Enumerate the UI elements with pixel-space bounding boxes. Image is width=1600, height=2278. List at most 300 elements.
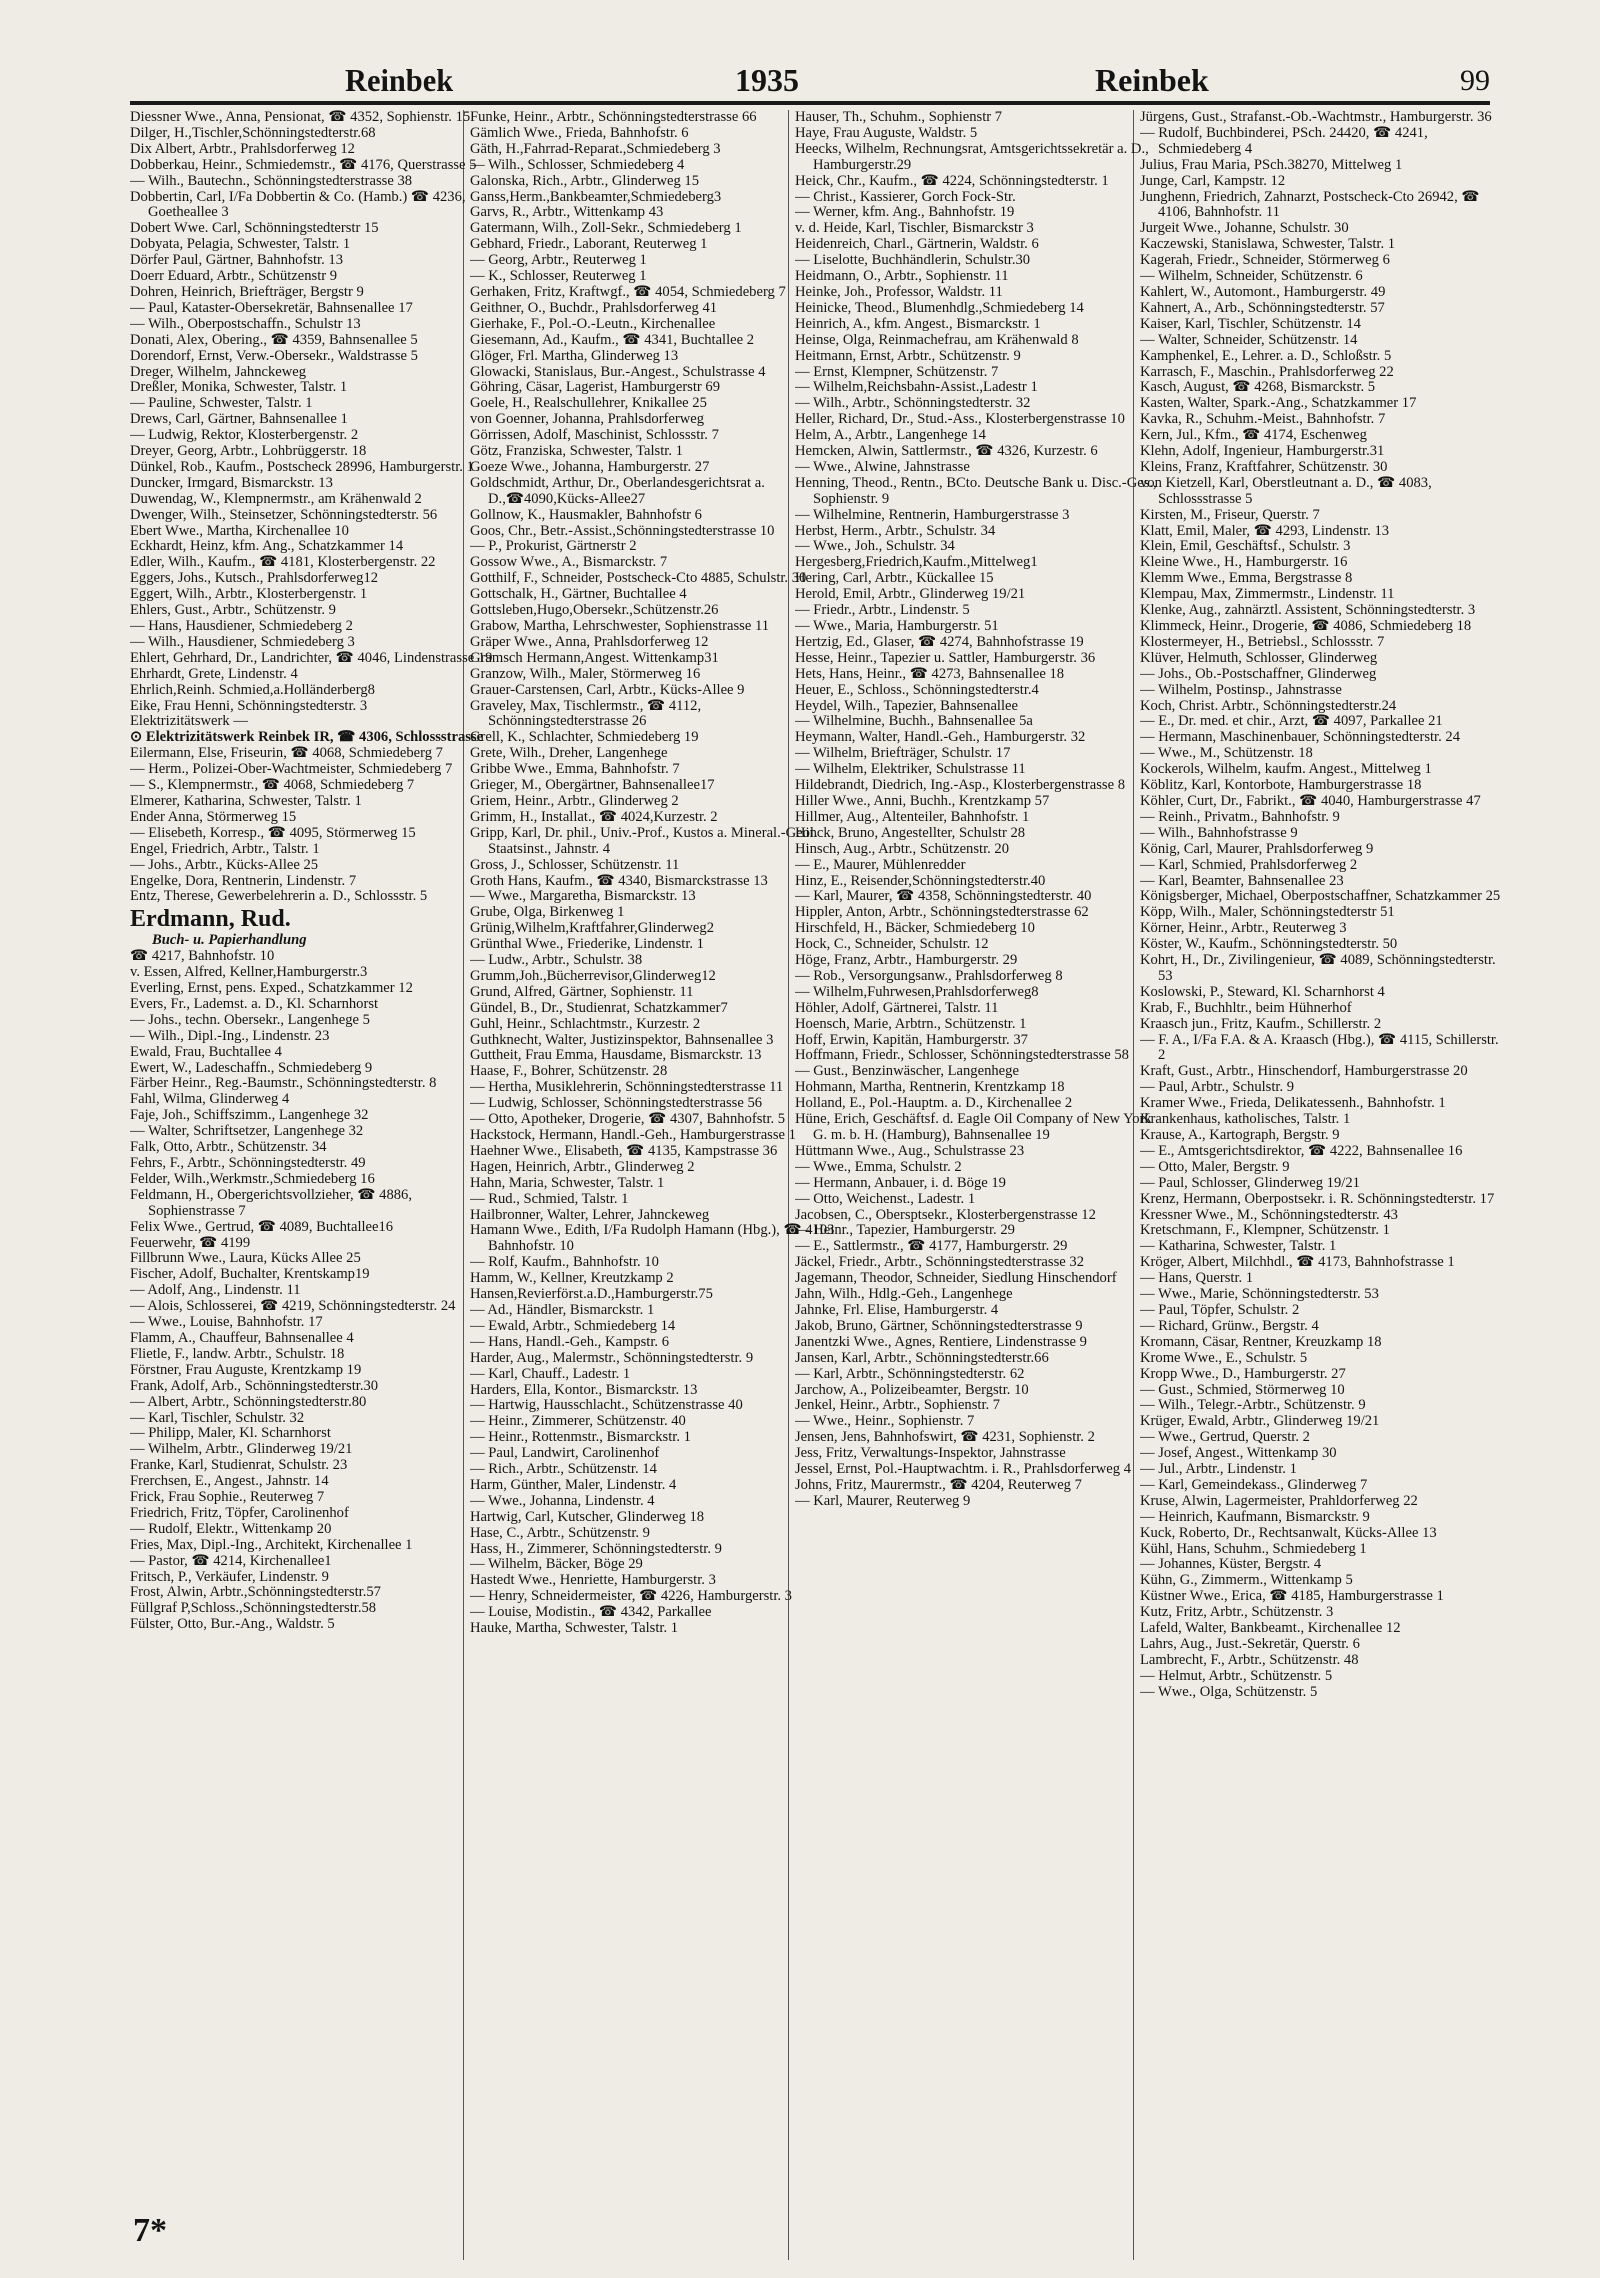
directory-entry: Koslowski, P., Steward, Kl. Scharnhorst 4 bbox=[1140, 983, 1385, 1000]
directory-entry: Dorendorf, Ernst, Verw.-Obersekr., Waldstrasse 5 bbox=[130, 347, 418, 364]
directory-entry: — Wilh., Dipl.-Ing., Lindenstr. 23 bbox=[130, 1027, 330, 1044]
directory-entry: Färber Heinr., Reg.-Baumstr., Schönningstedterstr. 8 bbox=[130, 1075, 437, 1092]
directory-entry: — Gust., Schmied, Störmerweg 10 bbox=[1140, 1381, 1345, 1398]
directory-entry: Johns, Fritz, Maurermstr., ☎ 4204, Reuterweg 7 bbox=[795, 1476, 1082, 1493]
directory-entry: — Wilhelmine, Rentnerin, Hamburgerstrasse 3 bbox=[795, 506, 1070, 523]
directory-entry: Jenkel, Heinr., Arbtr., Sophienstr. 7 bbox=[795, 1397, 1001, 1414]
directory-entry: Heinicke, Theod., Blumenhdlg.,Schmiedeberg 14 bbox=[795, 299, 1084, 316]
directory-entry: — Wilh., Hausdiener, Schmiedeberg 3 bbox=[130, 633, 355, 650]
directory-entry: Guthknecht, Walter, Justizinspektor, Bahnsenallee 3 bbox=[470, 1031, 774, 1048]
directory-entry: — Otto, Weichenst., Ladestr. 1 bbox=[795, 1190, 976, 1207]
directory-entry: Hippler, Anton, Arbtr., Schönningstedterstrasse 62 bbox=[795, 904, 1089, 921]
directory-entry: Hastedt Wwe., Henriette, Hamburgerstr. 3 bbox=[470, 1572, 716, 1589]
directory-entry: Jansen, Karl, Arbtr., Schönningstedterstr.66 bbox=[795, 1349, 1049, 1366]
directory-entry: Hass, H., Zimmerer, Schönningstedterstr. 9 bbox=[470, 1540, 722, 1557]
directory-entry: Fehrs, F., Arbtr., Schönningstedterstr. 49 bbox=[130, 1155, 366, 1171]
directory-entry: — Hans, Hausdiener, Schmiedeberg 2 bbox=[130, 618, 353, 634]
directory-entry: Klemm Wwe., Emma, Bergstrasse 8 bbox=[1140, 570, 1353, 587]
directory-entry: Grünig,Wilhelm,Kraftfahrer,Glinderweg2 bbox=[470, 920, 714, 937]
directory-entry: Flietle, F., landw. Arbtr., Schulstr. 18 bbox=[130, 1345, 345, 1362]
directory-entry: Drews, Carl, Gärtner, Bahnsenallee 1 bbox=[130, 411, 348, 428]
directory-entry: — Ludw., Arbtr., Schulstr. 38 bbox=[470, 952, 643, 969]
directory-entry: Hauke, Martha, Schwester, Talstr. 1 bbox=[470, 1620, 679, 1637]
directory-entry: Kavka, R., Schuhm.-Meist., Bahnhofstr. 7 bbox=[1140, 411, 1386, 428]
directory-entry: Heymann, Walter, Handl.-Geh., Hamburgerstr. 32 bbox=[795, 729, 1086, 746]
directory-entry: Felder, Wilh.,Werkmstr.,Schmiedeberg 16 bbox=[130, 1170, 375, 1187]
directory-entry: Duwendag, W., Klempnermstr., am Krähenwald 2 bbox=[130, 490, 422, 507]
directory-entry: Dobbertin, Carl, I/Fa Dobbertin & Co. (Hamb.) ☎ 4236, Goetheallee 3 bbox=[130, 188, 466, 221]
directory-entry: — K., Schlosser, Reuterweg 1 bbox=[470, 268, 647, 285]
directory-entry: Kagerah, Friedr., Schneider, Störmerweg 6 bbox=[1140, 252, 1390, 269]
directory-entry: Diessner Wwe., Anna, Pensionat, ☎ 4352, Sophienstr. 15 bbox=[130, 110, 471, 125]
directory-entry: Jarchow, A., Polizeibeamter, Bergstr. 10 bbox=[795, 1381, 1029, 1398]
directory-entry: Kraasch jun., Fritz, Kaufm., Schillerstr. 2 bbox=[1140, 1015, 1382, 1032]
directory-entry: Köpp, Wilh., Maler, Schönningstedterstr 51 bbox=[1140, 904, 1395, 921]
directory-entry: Gripp, Karl, Dr. phil., Univ.-Prof., Kustos a. Mineral.-Geol. Staatsinst., Jahnstr. 4 bbox=[470, 824, 818, 857]
directory-entry: Klimmeck, Heinr., Drogerie, ☎ 4086, Schmiedeberg 18 bbox=[1140, 618, 1472, 634]
directory-entry: — Ludwig, Rektor, Klosterbergenstr. 2 bbox=[130, 427, 359, 444]
directory-entry: — Rudolf, Elektr., Wittenkamp 20 bbox=[130, 1520, 332, 1537]
directory-entry: — E., Amtsgerichtsdirektor, ☎ 4222, Bahnsenallee 16 bbox=[1140, 1142, 1463, 1159]
header-town-right: Reinbek bbox=[1095, 62, 1209, 98]
directory-entry: Hertzig, Ed., Glaser, ☎ 4274, Bahnhofstrasse 19 bbox=[795, 633, 1084, 650]
directory-entry: — S., Klempnermstr., ☎ 4068, Schmiedeberg 7 bbox=[130, 777, 415, 794]
directory-entry: Buch- u. Papierhandlung bbox=[152, 932, 307, 949]
directory-entry: Gebhard, Friedr., Laborant, Reuterweg 1 bbox=[470, 236, 708, 253]
directory-entry: — Helmut, Arbtr., Schützenstr. 5 bbox=[1140, 1667, 1333, 1684]
directory-entry: Kröger, Albert, Milchhdl., ☎ 4173, Bahnhofstrasse 1 bbox=[1140, 1254, 1455, 1271]
directory-entry: Hamann Wwe., Edith, I/Fa Rudolph Hamann (Hbg.), ☎ 4103 Bahnhofstr. 10 bbox=[470, 1222, 835, 1255]
directory-entry: Grieger, M., Obergärtner, Bahnsenallee17 bbox=[470, 777, 715, 794]
directory-entry: Hüttmann Wwe., Aug., Schulstrasse 23 bbox=[795, 1142, 1025, 1159]
directory-entry: Jäckel, Friedr., Arbtr., Schönningstedterstrasse 32 bbox=[795, 1254, 1084, 1271]
directory-entry: Hackstock, Hermann, Handl.-Geh., Hamburgerstrasse 1 bbox=[470, 1127, 796, 1143]
directory-entry: Henning, Theod., Rentn., BCto. Deutsche Bank u. Disc.-Ges., Sophienstr. 9 bbox=[795, 474, 1157, 507]
directory-entry: Krab, F., Buchhltr., beim Hühnerhof bbox=[1140, 999, 1352, 1016]
directory-entry: Dörfer Paul, Gärtner, Bahnhofstr. 13 bbox=[130, 252, 343, 269]
directory-entry: Ehrlich,Reinh. Schmied,a.Holländerberg8 bbox=[130, 681, 375, 698]
directory-entry: Hamm, W., Kellner, Kreutzkamp 2 bbox=[470, 1270, 674, 1287]
directory-entry: — Paul, Schlosser, Glinderweg 19/21 bbox=[1140, 1174, 1360, 1191]
directory-entry: — Ludwig, Schlosser, Schönningstedterstrasse 56 bbox=[470, 1095, 763, 1112]
directory-entry: Gramsch Hermann,Angest. Wittenkamp31 bbox=[470, 649, 719, 666]
directory-entry: Haye, Frau Auguste, Waldstr. 5 bbox=[795, 124, 978, 141]
directory-entry: Herold, Emil, Arbtr., Glinderweg 19/21 bbox=[795, 586, 1026, 603]
directory-entry: — Wwe., M., Schützenstr. 18 bbox=[1140, 745, 1313, 762]
directory-entry: — Hartwig, Hausschlacht., Schützenstrasse 40 bbox=[470, 1397, 743, 1414]
directory-entry: Jess, Fritz, Verwaltungs-Inspektor, Jahnstrasse bbox=[795, 1445, 1066, 1462]
directory-entry: Harder, Aug., Malermstr., Schönningstedterstr. 9 bbox=[470, 1349, 754, 1366]
directory-entry: Hiller Wwe., Anni, Buchh., Krentzkamp 57 bbox=[795, 792, 1050, 809]
directory-entry: Goldschmidt, Arthur, Dr., Oberlandesgerichtsrat a. D.,☎4090,Kücks-Allee27 bbox=[470, 474, 765, 507]
directory-entry: Donati, Alex, Obering., ☎ 4359, Bahnsenallee 5 bbox=[130, 331, 418, 348]
directory-entry: Dix Albert, Arbtr., Prahlsdorferweg 12 bbox=[130, 140, 355, 157]
directory-entry: Gierhake, F., Pol.-O.-Leutn., Kirchenallee bbox=[470, 315, 716, 332]
directory-entry: Gatermann, Wilh., Zoll-Sekr., Schmiedeberg 1 bbox=[470, 220, 742, 237]
directory-entry: Heinrich, A., kfm. Angest., Bismarckstr. 1 bbox=[795, 315, 1041, 332]
directory-entry: — Paul, Töpfer, Schulstr. 2 bbox=[1140, 1301, 1300, 1318]
directory-entry: Klenke, Aug., zahnärztl. Assistent, Schönningstedterstr. 3 bbox=[1140, 602, 1476, 619]
directory-entry: — Walter, Schneider, Schützenstr. 14 bbox=[1140, 331, 1358, 348]
directory-entry: — E., Maurer, Mühlenredder bbox=[795, 856, 966, 873]
directory-entry: Füllgraf P,Schloss.,Schönningstedterstr.58 bbox=[130, 1600, 377, 1617]
directory-entry: — Friedr., Arbtr., Lindenstr. 5 bbox=[795, 602, 970, 619]
directory-entry: — Wilhelm, Postinsp., Jahnstrasse bbox=[1140, 681, 1342, 698]
directory-entry: Hinz, E., Reisender,Schönningstedterstr.40 bbox=[795, 872, 1046, 889]
directory-entry: — Liselotte, Buchhändlerin, Schulstr.30 bbox=[795, 252, 1031, 269]
directory-entry: — Albert, Arbtr., Schönningstedterstr.80 bbox=[130, 1393, 367, 1410]
directory-entry: Feldmann, H., Obergerichtsvollzieher, ☎ 4886, Sophienstrasse 7 bbox=[130, 1186, 412, 1219]
directory-entry: Harders, Ella, Kontor., Bismarckstr. 13 bbox=[470, 1381, 698, 1398]
directory-entry: Gäth, H.,Fahrrad-Reparat.,Schmiedeberg 3 bbox=[470, 140, 721, 157]
directory-entry: Harm, Günther, Maler, Lindenstr. 4 bbox=[470, 1476, 677, 1493]
header-rule bbox=[130, 101, 1490, 105]
directory-entry: Koch, Christ. Arbtr., Schönningstedterstr.24 bbox=[1140, 697, 1397, 714]
directory-column-2 bbox=[470, 110, 835, 2260]
directory-entry: Krome Wwe., E., Schulstr. 5 bbox=[1140, 1349, 1308, 1366]
directory-entry: Elektrizitätswerk — bbox=[130, 713, 248, 730]
directory-entry: Kaczewski, Stanislawa, Schwester, Talstr. 1 bbox=[1140, 236, 1396, 253]
directory-entry: Königsberger, Michael, Oberpostschaffner, Schatzkammer 25 bbox=[1140, 888, 1501, 905]
directory-entry: — Karl, Schmied, Prahlsdorferweg 2 bbox=[1140, 856, 1358, 873]
directory-entry: Feuerwehr, ☎ 4199 bbox=[130, 1234, 251, 1251]
directory-entry: Kahlert, W., Automont., Hamburgerstr. 49 bbox=[1140, 283, 1386, 300]
directory-entry: Hartwig, Carl, Kutscher, Glinderweg 18 bbox=[470, 1508, 705, 1525]
directory-entry: Jürgens, Gust., Strafanst.-Ob.-Wachtmstr., Hamburgerstr. 36 bbox=[1140, 110, 1492, 125]
directory-entry: — Wilhelm,Fuhrwesen,Prahlsdorferweg8 bbox=[795, 983, 1039, 1000]
directory-entry: — Pauline, Schwester, Talstr. 1 bbox=[130, 395, 313, 412]
directory-entry: Fischer, Adolf, Buchalter, Krentskamp19 bbox=[130, 1266, 370, 1283]
directory-entry: Gräper Wwe., Anna, Prahlsdorferweg 12 bbox=[470, 633, 709, 650]
directory-entry: — Elisebeth, Korresp., ☎ 4095, Störmerweg 15 bbox=[130, 824, 416, 841]
directory-entry: Görrissen, Adolf, Maschinist, Schlossstr. 7 bbox=[470, 427, 719, 444]
directory-entry: Ehlers, Gust., Arbtr., Schützenstr. 9 bbox=[130, 602, 336, 619]
directory-entry: Kraft, Gust., Arbtr., Hinschendorf, Hamburgerstrasse 20 bbox=[1140, 1063, 1468, 1080]
directory-entry: — Karl, Maurer, Reuterweg 9 bbox=[795, 1492, 971, 1509]
directory-entry: — Rolf, Kaufm., Bahnhofstr. 10 bbox=[470, 1254, 659, 1271]
directory-entry: Jahnke, Frl. Elise, Hamburgerstr. 4 bbox=[795, 1301, 999, 1318]
directory-entry: Haehner Wwe., Elisabeth, ☎ 4135, Kampstrasse 36 bbox=[470, 1142, 778, 1159]
directory-entry: Dohren, Heinrich, Briefträger, Bergstr 9 bbox=[130, 283, 364, 300]
directory-entry: v. d. Heide, Karl, Tischler, Bismarckstr 3 bbox=[795, 220, 1034, 237]
directory-entry: Glöger, Frl. Martha, Glinderweg 13 bbox=[470, 347, 679, 364]
directory-entry: Eckhardt, Heinz, kfm. Ang., Schatzkammer 14 bbox=[130, 538, 404, 555]
directory-entry: — Wilhelm, Bäcker, Böge 29 bbox=[470, 1556, 643, 1573]
directory-column-1 bbox=[130, 110, 495, 2260]
directory-entry: Höhler, Adolf, Gärtnerei, Talstr. 11 bbox=[795, 999, 999, 1016]
directory-entry: von Kietzell, Karl, Oberstleutnant a. D., ☎ 4083, Schlossstrasse 5 bbox=[1140, 474, 1432, 507]
directory-entry: Kropp Wwe., D., Hamburgerstr. 27 bbox=[1140, 1365, 1346, 1382]
directory-entry: Dobert Wwe. Carl, Schönningstedterstr 15 bbox=[130, 220, 379, 237]
directory-entry: Fries, Max, Dipl.-Ing., Architekt, Kirchenallee 1 bbox=[130, 1536, 413, 1553]
directory-entry: Dreßler, Monika, Schwester, Talstr. 1 bbox=[130, 379, 348, 396]
directory-entry: — Wwe., Maria, Hamburgerstr. 51 bbox=[795, 618, 999, 634]
directory-entry: Hock, C., Schneider, Schulstr. 12 bbox=[795, 936, 989, 953]
directory-entry: Klatt, Emil, Maler, ☎ 4293, Lindenstr. 13 bbox=[1140, 522, 1390, 539]
directory-entry: — Wilh., Telegr.-Arbtr., Schützenstr. 9 bbox=[1140, 1397, 1366, 1414]
directory-entry: Gottsleben,Hugo,Obersekr.,Schützenstr.26 bbox=[470, 602, 719, 619]
directory-entry: — Wwe., Gertrud, Querstr. 2 bbox=[1140, 1429, 1310, 1446]
directory-entry: Karrasch, F., Maschin., Prahlsdorferweg 22 bbox=[1140, 363, 1394, 380]
directory-entry: Kressner Wwe., M., Schönningstedterstr. 43 bbox=[1140, 1206, 1398, 1223]
directory-entry: — Hans, Querstr. 1 bbox=[1140, 1270, 1254, 1287]
directory-entry: — Wilh., Bahnhofstrasse 9 bbox=[1140, 824, 1298, 841]
directory-entry: Grimm, H., Installat., ☎ 4024,Kurzestr. 2 bbox=[470, 808, 718, 825]
directory-entry: Heuer, E., Schloss., Schönningstedterstr.4 bbox=[795, 681, 1039, 698]
directory-entry: Kasten, Walter, Spark.-Ang., Schatzkammer 17 bbox=[1140, 395, 1417, 412]
directory-entry: Heydel, Wilh., Tapezier, Bahnsenallee bbox=[795, 697, 1018, 714]
directory-entry: — Wilhelmine, Buchh., Bahnsenallee 5a bbox=[795, 713, 1033, 730]
directory-entry: Götz, Franziska, Schwester, Talstr. 1 bbox=[470, 443, 683, 460]
directory-entry: — Karl, Chauff., Ladestr. 1 bbox=[470, 1365, 631, 1382]
directory-entry: — Rich., Arbtr., Schützenstr. 14 bbox=[470, 1461, 657, 1478]
directory-entry: — Werner, kfm. Ang., Bahnhofstr. 19 bbox=[795, 204, 1015, 221]
directory-entry: Hansen,Revierförst.a.D.,Hamburgerstr.75 bbox=[470, 1286, 713, 1303]
directory-column-4 bbox=[1140, 110, 1505, 2260]
directory-entry: Eike, Frau Henni, Schönningstedterstr. 3 bbox=[130, 697, 368, 714]
directory-entry: Giesemann, Ad., Kaufm., ☎ 4341, Buchtallee 2 bbox=[470, 331, 755, 348]
directory-entry: Kirsten, M., Friseur, Querstr. 7 bbox=[1140, 506, 1320, 523]
directory-entry: Gossow Wwe., A., Bismarckstr. 7 bbox=[470, 554, 668, 571]
directory-entry: Kruse, Alwin, Lagermeister, Prahldorferweg 22 bbox=[1140, 1492, 1418, 1509]
directory-entry: Eilermann, Else, Friseurin, ☎ 4068, Schmiedeberg 7 bbox=[130, 745, 443, 762]
header-town-left: Reinbek bbox=[345, 62, 454, 98]
directory-entry: Grumm,Joh.,Bücherrevisor,Glinderweg12 bbox=[470, 967, 716, 984]
directory-entry: — Johs., techn. Obersekr., Langenhege 5 bbox=[130, 1011, 370, 1028]
signature-mark: 7* bbox=[133, 2212, 167, 2249]
directory-entry: — Wilhelm,Reichsbahn-Assist.,Ladestr 1 bbox=[795, 379, 1038, 396]
directory-entry: Ehlert, Gehrhard, Dr., Landrichter, ☎ 4046, Lindenstrasse 19 bbox=[130, 649, 493, 666]
page-number: 99 bbox=[1460, 64, 1490, 97]
directory-entry: — Wilh., Arbtr., Schönningstedterstr. 32 bbox=[795, 395, 1031, 412]
directory-entry: Guttheit, Frau Emma, Hausdame, Bismarckstr. 13 bbox=[470, 1047, 762, 1064]
directory-entry: Felix Wwe., Gertrud, ☎ 4089, Buchtallee16 bbox=[130, 1218, 394, 1235]
directory-entry: Evers, Fr., Lademst. a. D., Kl. Scharnhorst bbox=[130, 995, 379, 1012]
directory-entry: Julius, Frau Maria, PSch.38270, Mittelweg 1 bbox=[1140, 156, 1403, 173]
directory-entry: — Wilh., Oberpostschaffn., Schulstr 13 bbox=[130, 315, 361, 332]
directory-entry: — Adolf, Ang., Lindenstr. 11 bbox=[130, 1282, 301, 1299]
directory-entry: Kühn, G., Zimmerm., Wittenkamp 5 bbox=[1140, 1572, 1353, 1589]
directory-entry: — Ewald, Arbtr., Schmiedeberg 14 bbox=[470, 1317, 676, 1334]
directory-entry: Graveley, Max, Tischlermstr., ☎ 4112, Schönningstedterstrasse 26 bbox=[470, 697, 702, 730]
directory-entry: Krenz, Hermann, Oberpostsekr. i. R. Schönningstedterstr. 17 bbox=[1140, 1190, 1495, 1207]
directory-entry: Gündel, B., Dr., Studienrat, Schatzkammer7 bbox=[470, 999, 728, 1016]
directory-entry: Eggers, Johs., Kutsch., Prahlsdorferweg12 bbox=[130, 570, 379, 587]
directory-entry: — Johs., Arbtr., Kücks-Allee 25 bbox=[130, 856, 319, 873]
directory-entry: — Louise, Modistin., ☎ 4342, Parkallee bbox=[470, 1604, 712, 1621]
directory-entry: Glowacki, Stanislaus, Bur.-Angest., Schulstrasse 4 bbox=[470, 363, 766, 380]
directory-entry: — Hermann, Anbauer, i. d. Böge 19 bbox=[795, 1174, 1006, 1191]
directory-entry: Küstner Wwe., Erica, ☎ 4185, Hamburgerstrasse 1 bbox=[1140, 1588, 1444, 1605]
directory-entry: — Philipp, Maler, Kl. Scharnhorst bbox=[130, 1425, 331, 1442]
directory-entry: — Gust., Benzinwäscher, Langenhege bbox=[795, 1063, 1019, 1080]
directory-entry: Hoff, Erwin, Kapitän, Hamburgerstr. 37 bbox=[795, 1031, 1028, 1048]
directory-entry: Elmerer, Katharina, Schwester, Talstr. 1 bbox=[130, 792, 362, 809]
directory-entry: Kleins, Franz, Kraftfahrer, Schützenstr. 30 bbox=[1140, 458, 1388, 475]
directory-entry: Helm, A., Arbtr., Langenhege 14 bbox=[795, 427, 986, 444]
directory-entry: Kleine Wwe., H., Hamburgerstr. 16 bbox=[1140, 554, 1348, 571]
directory-entry: Grabow, Martha, Lehrschwester, Sophienstrasse 11 bbox=[470, 618, 770, 634]
directory-entry: Hesse, Heinr., Tapezier u. Sattler, Hamburgerstr. 36 bbox=[795, 649, 1096, 666]
directory-entry: Frost, Alwin, Arbtr.,Schönningstedterstr.57 bbox=[130, 1584, 381, 1601]
directory-entry: Höge, Franz, Arbtr., Hamburgerstr. 29 bbox=[795, 952, 1018, 969]
directory-entry: Jakob, Bruno, Gärtner, Schönningstedterstrasse 9 bbox=[795, 1317, 1083, 1334]
directory-entry: — Paul, Kataster-Obersekretär, Bahnsenallee 17 bbox=[130, 299, 413, 316]
directory-entry: Klein, Emil, Geschäftsf., Schulstr. 3 bbox=[1140, 538, 1351, 555]
directory-entry: Gribbe Wwe., Emma, Bahnhofstr. 7 bbox=[470, 761, 680, 778]
directory-entry: — Hans, Handl.-Geh., Kampstr. 6 bbox=[470, 1333, 670, 1350]
directory-entry: — Wwe., Marie, Schönningstedterstr. 53 bbox=[1140, 1286, 1379, 1303]
directory-entry: Friedrich, Fritz, Töpfer, Carolinenhof bbox=[130, 1504, 349, 1521]
directory-entry: Griem, Heinr., Arbtr., Glinderweg 2 bbox=[470, 792, 679, 809]
directory-entry: — Heinrich, Kaufmann, Bismarckstr. 9 bbox=[1140, 1508, 1370, 1525]
directory-entry: — Richard, Grünw., Bergstr. 4 bbox=[1140, 1317, 1319, 1334]
directory-entry: Heick, Chr., Kaufm., ☎ 4224, Schönningstedterstr. 1 bbox=[795, 172, 1109, 189]
directory-entry: Heller, Richard, Dr., Stud.-Ass., Klosterbergenstrasse 10 bbox=[795, 411, 1125, 428]
directory-entry: Ender Anna, Störmerweg 15 bbox=[130, 808, 297, 825]
page-header bbox=[130, 62, 1490, 98]
directory-entry: Gotthilf, F., Schneider, Postscheck-Cto 4885, Schulstr. 30 bbox=[470, 570, 807, 587]
directory-entry: Köhler, Curt, Dr., Fabrikt., ☎ 4040, Hamburgerstrasse 47 bbox=[1140, 792, 1481, 809]
directory-entry: Jahn, Wilh., Hdlg.-Geh., Langenhege bbox=[795, 1286, 1013, 1303]
directory-entry: Granzow, Wilh., Maler, Störmerweg 16 bbox=[470, 665, 701, 682]
directory-entry: Grünthal Wwe., Friederike, Lindenstr. 1 bbox=[470, 936, 704, 953]
directory-entry: Kramer Wwe., Frieda, Delikatessenh., Bahnhofstr. 1 bbox=[1140, 1095, 1446, 1112]
directory-entry: Förstner, Frau Auguste, Krentzkamp 19 bbox=[130, 1361, 362, 1378]
directory-entry: Gollnow, K., Hausmakler, Bahnhofstr 6 bbox=[470, 506, 702, 523]
directory-entry: Kockerols, Wilhelm, kaufm. Angest., Mittelweg 1 bbox=[1140, 761, 1432, 778]
directory-entry: Krankenhaus, katholisches, Talstr. 1 bbox=[1140, 1111, 1351, 1128]
directory-entry: Ewald, Frau, Buchtallee 4 bbox=[130, 1043, 282, 1060]
directory-entry: — Herm., Polizei-Ober-Wachtmeister, Schmiedeberg 7 bbox=[130, 761, 453, 778]
directory-entry: Herbst, Herm., Arbtr., Schulstr. 34 bbox=[795, 522, 996, 539]
directory-entry: Funke, Heinr., Arbtr., Schönningstedterstrasse 66 bbox=[470, 110, 757, 125]
directory-entry: Edler, Wilh., Kaufm., ☎ 4181, Klosterbergenstr. 22 bbox=[130, 554, 436, 571]
directory-entry: Grete, Wilh., Dreher, Langenhege bbox=[470, 745, 668, 762]
directory-entry: Junghenn, Friedrich, Zahnarzt, Postscheck-Cto 26942, ☎ 4106, Bahnhofstr. 11 bbox=[1140, 188, 1480, 221]
directory-entry: — Rudolf, Buchbinderei, PSch. 24420, ☎ 4241, Schmiedeberg 4 bbox=[1140, 124, 1428, 157]
directory-entry: — Johs., Ob.-Postschaffner, Glinderweg bbox=[1140, 665, 1377, 682]
directory-entry: Hergesberg,Friedrich,Kaufm.,Mittelweg1 bbox=[795, 554, 1038, 571]
directory-entry: Galonska, Rich., Arbtr., Glinderweg 15 bbox=[470, 172, 700, 189]
directory-entry: Kamphenkel, E., Lehrer. a. D., Schloßstr. 5 bbox=[1140, 347, 1392, 364]
directory-entry: — Otto, Maler, Bergstr. 9 bbox=[1140, 1158, 1290, 1175]
directory-entry: von Goenner, Johanna, Prahlsdorferweg bbox=[470, 411, 705, 428]
directory-entry: Kutz, Fritz, Arbtr., Schützenstr. 3 bbox=[1140, 1604, 1334, 1621]
directory-entry: — Henry, Schneidermeister, ☎ 4226, Hamburgerstr. 3 bbox=[470, 1588, 792, 1605]
directory-entry: Hoensch, Marie, Arbtrn., Schützenstr. 1 bbox=[795, 1015, 1027, 1032]
directory-entry: Frick, Frau Sophie., Reuterweg 7 bbox=[130, 1489, 325, 1506]
directory-entry: Klehn, Adolf, Ingenieur, Hamburgerstr.31 bbox=[1140, 443, 1385, 460]
directory-entry: — Josef, Angest., Wittenkamp 30 bbox=[1140, 1445, 1337, 1462]
directory-entry: — Heinr., Zimmerer, Schützenstr. 40 bbox=[470, 1413, 686, 1430]
directory-entry: — Hermann, Maschinenbauer, Schönningstedterstr. 24 bbox=[1140, 729, 1461, 746]
directory-entry: Hildebrandt, Diedrich, Ing.-Asp., Klosterbergenstrasse 8 bbox=[795, 777, 1126, 794]
directory-entry: — Wwe., Heinr., Sophienstr. 7 bbox=[795, 1413, 975, 1430]
directory-entry: Fülster, Otto, Bur.-Ang., Waldstr. 5 bbox=[130, 1616, 335, 1633]
directory-entry: Jessel, Ernst, Pol.-Hauptwachtm. i. R., Prahlsdorferweg 4 bbox=[795, 1461, 1132, 1478]
directory-entry: Lahrs, Aug., Just.-Sekretär, Querstr. 6 bbox=[1140, 1636, 1360, 1652]
directory-entry: Gross, J., Schlosser, Schützenstr. 11 bbox=[470, 856, 680, 873]
directory-entry: — Christ., Kassierer, Gorch Fock-Str. bbox=[795, 188, 1016, 205]
directory-entry: — Wilh., Schlosser, Schmiedeberg 4 bbox=[470, 156, 685, 173]
directory-entry: Jagemann, Theodor, Schneider, Siedlung Hinschendorf bbox=[795, 1270, 1117, 1287]
directory-entry: — Rob., Versorgungsanw., Prahlsdorferweg 8 bbox=[795, 967, 1063, 984]
directory-entry: v. Essen, Alfred, Kellner,Hamburgerstr.3 bbox=[130, 964, 368, 981]
directory-entry: Ebert Wwe., Martha, Kirchenallee 10 bbox=[130, 522, 349, 539]
directory-entry: — Wwe., Alwine, Jahnstrasse bbox=[795, 458, 970, 475]
directory-entry: Kretschmann, F., Klempner, Schützenstr. 1 bbox=[1140, 1222, 1390, 1239]
directory-entry: Fahl, Wilma, Glinderweg 4 bbox=[130, 1091, 290, 1108]
directory-entry: Hauser, Th., Schuhm., Sophienstr 7 bbox=[795, 110, 1003, 125]
directory-entry: Duncker, Irmgard, Bismarckstr. 13 bbox=[130, 474, 333, 491]
directory-entry: Erdmann, Rud. bbox=[130, 906, 291, 933]
directory-entry: — Wilhelm, Elektriker, Schulstrasse 11 bbox=[795, 761, 1026, 778]
directory-entry: Hagen, Heinrich, Arbtr., Glinderweg 2 bbox=[470, 1158, 695, 1175]
directory-entry: Heidmann, O., Arbtr., Sophienstr. 11 bbox=[795, 268, 1009, 285]
directory-entry: Kühl, Hans, Schuhm., Schmiedeberg 1 bbox=[1140, 1540, 1367, 1557]
directory-entry: Gottschalk, H., Gärtner, Buchtallee 4 bbox=[470, 586, 687, 603]
header-year: 1935 bbox=[735, 62, 799, 98]
directory-entry: Heinse, Olga, Reinmachefrau, am Krähenwald 8 bbox=[795, 331, 1079, 348]
directory-entry: Hüne, Erich, Geschäftsf. d. Eagle Oil Company of New York G. m. b. H. (Hamburg), Bahnsenallee 19 bbox=[795, 1111, 1152, 1143]
directory-entry: — Jul., Arbtr., Lindenstr. 1 bbox=[1140, 1461, 1297, 1478]
directory-entry: Kasch, August, ☎ 4268, Bismarckstr. 5 bbox=[1140, 379, 1376, 396]
directory-entry: Dwenger, Wilh., Steinsetzer, Schönningstedterstr. 56 bbox=[130, 506, 438, 523]
directory-entry: Goele, H., Realschullehrer, Knikallee 25 bbox=[470, 395, 707, 412]
directory-entry: — Wwe., Emma, Schulstr. 2 bbox=[795, 1158, 962, 1175]
directory-entry: Fritsch, P., Verkäufer, Lindenstr. 9 bbox=[130, 1568, 329, 1585]
directory-entry: Hohmann, Martha, Rentnerin, Krentzkamp 18 bbox=[795, 1079, 1065, 1096]
directory-column-3 bbox=[795, 110, 1160, 2260]
directory-entry: Klüver, Helmuth, Schlosser, Glinderweg bbox=[1140, 649, 1378, 666]
directory-entry: Grund, Alfred, Gärtner, Sophienstr. 11 bbox=[470, 983, 694, 1000]
directory-entry: — Karl, Arbtr., Schönningstedterstr. 62 bbox=[795, 1365, 1025, 1382]
directory-entry: Kaiser, Karl, Tischler, Schützenstr. 14 bbox=[1140, 315, 1361, 332]
directory-entry: Grauer-Carstensen, Carl, Arbtr., Kücks-Allee 9 bbox=[470, 681, 745, 698]
directory-entry: Hillmer, Aug., Altenteiler, Bahnhofstr. 1 bbox=[795, 808, 1030, 825]
directory-entry: Janentzki Wwe., Agnes, Rentiere, Lindenstrasse 9 bbox=[795, 1333, 1087, 1350]
directory-entry: Lambrecht, F., Arbtr., Schützenstr. 48 bbox=[1140, 1651, 1359, 1668]
directory-entry: — Hertha, Musiklehrerin, Schönningstedterstrasse 11 bbox=[470, 1079, 784, 1096]
directory-entry: — Karl, Beamter, Bahnsenallee 23 bbox=[1140, 872, 1344, 889]
directory-entry: Krause, A., Kartograph, Bergstr. 9 bbox=[1140, 1127, 1340, 1143]
directory-entry: — Wwe., Louise, Bahnhofstr. 17 bbox=[130, 1314, 323, 1331]
directory-entry: Hets, Hans, Heinr., ☎ 4273, Bahnsenallee 18 bbox=[795, 665, 1065, 682]
directory-entry: Lafeld, Walter, Bankbeamt., Kirchenallee 12 bbox=[1140, 1620, 1401, 1637]
directory-entry: Grube, Olga, Birkenweg 1 bbox=[470, 904, 625, 921]
directory-entry: — Heinr., Tapezier, Hamburgerstr. 29 bbox=[795, 1222, 1015, 1239]
directory-entry: — Wilhelm, Arbtr., Glinderweg 19/21 bbox=[130, 1441, 353, 1458]
directory-entry: Everling, Ernst, pens. Exped., Schatzkammer 12 bbox=[130, 980, 413, 997]
directory-entry: Dreyer, Georg, Arbtr., Lohbrüggerstr. 18 bbox=[130, 443, 367, 460]
directory-entry: Groth Hans, Kaufm., ☎ 4340, Bismarckstrasse 13 bbox=[470, 872, 768, 889]
directory-entry: Faje, Joh., Schiffszimm., Langenhege 32 bbox=[130, 1107, 369, 1124]
directory-entry: — Johannes, Küster, Bergstr. 4 bbox=[1140, 1556, 1322, 1573]
directory-entry: — Wilhelm, Schneider, Schützenstr. 6 bbox=[1140, 268, 1363, 285]
directory-entry: Haase, F., Bohrer, Schützenstr. 28 bbox=[470, 1063, 668, 1080]
directory-entry: Hahn, Maria, Schwester, Talstr. 1 bbox=[470, 1174, 665, 1191]
directory-entry: Garvs, R., Arbtr., Wittenkamp 43 bbox=[470, 204, 664, 221]
directory-entry: — Katharina, Schwester, Talstr. 1 bbox=[1140, 1238, 1337, 1255]
directory-entry: Kuck, Roberto, Dr., Rechtsanwalt, Kücks-Allee 13 bbox=[1140, 1524, 1437, 1541]
directory-entry: Kohrt, H., Dr., Zivilingenieur, ☎ 4089, Schönningstedterstr. 53 bbox=[1140, 952, 1496, 984]
directory-entry: Hase, C., Arbtr., Schützenstr. 9 bbox=[470, 1524, 650, 1541]
directory-entry: — P., Prokurist, Gärtnerstr 2 bbox=[470, 538, 637, 555]
directory-entry: Jacobsen, C., Obersptsekr., Klosterbergenstrasse 12 bbox=[795, 1206, 1096, 1223]
directory-entry: Doerr Eduard, Arbtr., Schützenstr 9 bbox=[130, 268, 338, 285]
directory-entry: — Alois, Schlosserei, ☎ 4219, Schönningstedterstr. 24 bbox=[130, 1298, 456, 1315]
